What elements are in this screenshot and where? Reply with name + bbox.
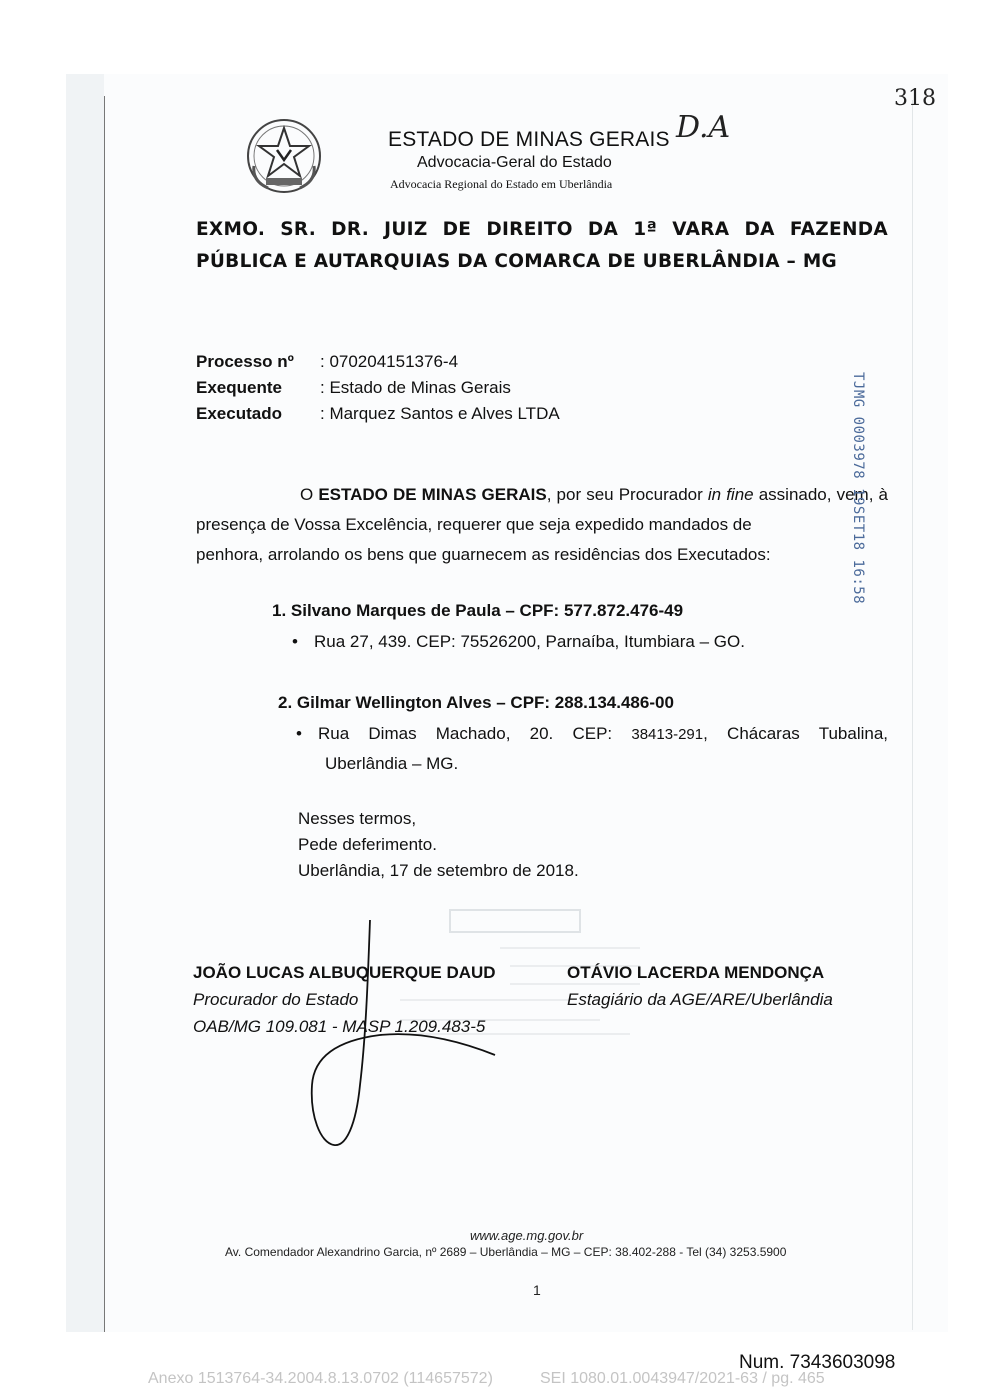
document-number: Num. 7343603098 bbox=[739, 1352, 896, 1373]
creditor-label: Exequente bbox=[196, 378, 282, 397]
item-number: 1. bbox=[272, 601, 287, 620]
annex-watermark: Anexo 1513764-34.2004.8.13.0702 (114657572) bbox=[148, 1370, 493, 1387]
header-state: ESTADO DE MINAS GERAIS bbox=[388, 128, 670, 151]
item-title: Gilmar Wellington Alves – CPF: 288.134.486-00 bbox=[296, 693, 674, 712]
signer-role: Procurador do Estado bbox=[193, 990, 359, 1009]
closing-line: Nesses termos, bbox=[298, 809, 417, 828]
closing bbox=[298, 806, 579, 884]
header-regional: Advocacia Regional do Estado em Uberlândia bbox=[390, 177, 613, 191]
closing-line: Pede deferimento. bbox=[298, 835, 437, 854]
item-title: Silvano Marques de Paula – CPF: 577.872.476-49 bbox=[290, 601, 684, 620]
list-item-address bbox=[296, 719, 888, 750]
item-address: Rua 27, 439. CEP: 75526200, Parnaíba, Itumbiara – GO. bbox=[314, 632, 745, 651]
paragraph-last-line: penhora, arrolando os bens que guarnecem as residências dos Executados: bbox=[196, 545, 771, 564]
item-address-line-2: Uberlândia – MG. bbox=[325, 754, 459, 773]
closing-date: Uberlândia, 17 de setembro de 2018. bbox=[298, 861, 579, 880]
sei-watermark: SEI 1080.01.0043947/2021-63 / pg. 465 bbox=[540, 1370, 825, 1387]
paragraph-text: , por seu Procurador bbox=[546, 485, 708, 504]
creditor-value: : Estado de Minas Gerais bbox=[320, 378, 511, 397]
coat-of-arms-icon bbox=[244, 116, 324, 196]
process-value: : 070204151376-4 bbox=[320, 352, 459, 371]
debtor-label: Executado bbox=[196, 404, 282, 423]
signer-name: JOÃO LUCAS ALBUQUERQUE DAUD bbox=[193, 963, 496, 982]
item-cep: 38413-291 bbox=[631, 726, 704, 743]
item-number: 2. bbox=[278, 693, 293, 712]
receipt-stamp-text: TJMG 0003978 19SET18 16:58 bbox=[850, 372, 866, 605]
scan-left-shadow bbox=[66, 74, 104, 1332]
paragraph-party: ESTADO DE MINAS GERAIS bbox=[318, 485, 547, 504]
signature-block-intern bbox=[567, 959, 833, 1013]
item-address: , Chácaras Tubalina, bbox=[703, 724, 888, 743]
receipt-stamp bbox=[838, 372, 866, 606]
bullet-icon: • bbox=[292, 632, 298, 651]
handwritten-signature bbox=[290, 915, 510, 1155]
scan-binding-line bbox=[104, 96, 105, 1332]
list-item-address bbox=[292, 627, 745, 657]
footer-address: Av. Comendador Alexandrino Garcia, nº 2689 – Uberlândia – MG – CEP: 38.402-288 - Tel (34) 3253.5900 bbox=[225, 1245, 787, 1259]
addressee-line-1: EXMO. SR. DR. JUIZ DE DIREITO DA 1ª VARA DA FAZENDA bbox=[196, 219, 888, 240]
scan-right-edge bbox=[912, 100, 913, 1330]
case-info bbox=[196, 349, 560, 427]
request-paragraph bbox=[196, 480, 888, 570]
signer-id: OAB/MG 109.081 - MASP 1.209.483-5 bbox=[193, 1017, 486, 1036]
addressee bbox=[196, 214, 888, 278]
debtor-value: : Marquez Santos e Alves LTDA bbox=[320, 404, 560, 423]
footer-website: www.age.mg.gov.br bbox=[470, 1228, 584, 1243]
paragraph-text: O bbox=[300, 485, 319, 504]
handwritten-page-number: 318 bbox=[894, 86, 936, 111]
bullet-icon: • bbox=[296, 724, 302, 743]
signer-role: Estagiário da AGE/ARE/Uberlândia bbox=[567, 990, 833, 1009]
header-agency: Advocacia-Geral do Estado bbox=[417, 154, 612, 171]
addressee-line-2: PÚBLICA E AUTARQUIAS DA COMARCA DE UBERLÂNDIA – MG bbox=[196, 251, 838, 272]
footer-page-number: 1 bbox=[533, 1282, 541, 1298]
paragraph-latin: in fine bbox=[707, 485, 754, 504]
handwritten-initials: D.A bbox=[676, 110, 731, 145]
paragraph-text: assinado, vem, à presença de Vossa Excelência, requerer que seja expedido mandados de bbox=[196, 485, 888, 534]
list-item bbox=[272, 596, 683, 626]
process-label: Processo nº bbox=[196, 352, 294, 371]
list-item bbox=[278, 688, 674, 718]
item-address: Rua Dimas Machado, 20. CEP: bbox=[318, 724, 632, 743]
signer-name: OTÁVIO LACERDA MENDONÇA bbox=[567, 963, 825, 982]
